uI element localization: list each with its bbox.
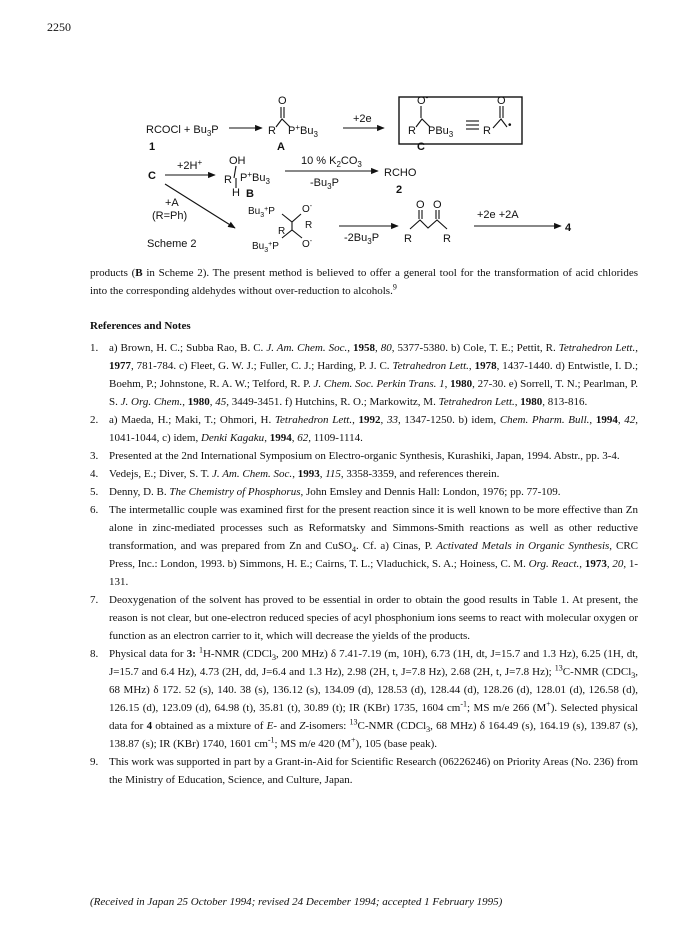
reagent-bottom-sub: 3	[327, 182, 332, 191]
dimer-r-right: R	[305, 220, 313, 231]
label-2: 2	[396, 184, 403, 196]
reagent-bottom: -Bu	[310, 177, 328, 189]
reference-text-run: ,	[514, 396, 521, 408]
reference-item	[90, 483, 638, 501]
reagent-bottom-tail: P	[331, 177, 339, 189]
arrow-label-2bu3p: -2Bu	[344, 232, 368, 244]
dimer-r-left: R	[278, 226, 286, 237]
reference-text-run: ,	[292, 468, 298, 480]
label-4: 4	[565, 222, 572, 234]
reference-number: 1.	[90, 342, 99, 354]
reference-text-run: C-NMR (CDCl	[357, 720, 427, 732]
reference-text-run: Physical data for	[109, 648, 187, 660]
references-heading: References and Notes	[90, 320, 191, 332]
reference-text-run: , 3449-3451. f) Hutchins, R. O.; Markowitz, M.	[226, 396, 439, 408]
reference-text-run: ,	[209, 396, 216, 408]
reference-item	[90, 465, 638, 483]
box-o: O	[417, 95, 426, 107]
reference-text-run: +	[546, 699, 551, 709]
diag-label-bottom: (R=Ph)	[152, 210, 188, 222]
acyl-plus: +	[295, 123, 301, 132]
reference-text-run: , 3358-3359, and references therein.	[340, 468, 500, 480]
reference-text-run: 3	[426, 725, 431, 735]
reference-text-run: Activated Metals in Organic Synthesis	[436, 540, 610, 552]
reference-text-run: ; MS m/e 266 (M	[467, 702, 547, 714]
arrow-label-2h: +2H	[177, 160, 198, 172]
diketone-r2: R	[443, 233, 451, 245]
reference-item	[90, 447, 638, 465]
b-r: R	[224, 174, 232, 186]
scheme-caption: Scheme 2	[147, 238, 197, 250]
reference-text-run: 42	[624, 414, 636, 426]
reference-text-run: Deoxygenation of the solvent has proved to be essential in order to obtain the good results in Table 1. At present, the reason is not clear, but one-electron reduced species of acyl phosphonium ions seems to react with molecular oxygen or function as an electron carrier to it, which will decrease the yields of the products.	[109, 594, 638, 642]
reaction-scheme	[0, 0, 692, 267]
reference-text-run: J. Am. Chem. Soc.	[212, 468, 293, 480]
reference-text-run: , 68 MHz) δ 172. 52 (s), 140. 38 (s), 136.12 (s), 134.09 (d), 128.53 (d), 128.44 (d), 128.26 (d), 128.01 (d), 126.58 (d), 126.15 (d), 123.09 (d), 64.98 (t), 35.81 (t), 30.89 (t); IR (KBr) 1735, 1604 cm	[109, 666, 638, 714]
dimer-p-top: P	[268, 206, 275, 217]
scheme-svg	[0, 0, 692, 262]
reference-text-run: , 1041-1044, c) idem,	[109, 414, 639, 444]
reference-text-run: ,	[444, 378, 451, 390]
body-paragraph	[90, 264, 638, 300]
reference-text-run: 4	[146, 720, 153, 732]
received-dates	[90, 896, 502, 908]
reference-text-run: 1980	[520, 396, 543, 408]
reference-text-run: . Cf. a) Cinas, P.	[356, 540, 437, 552]
svg-text:P+Bu3	[240, 170, 270, 186]
dimer-bu-top-sup: +	[264, 206, 269, 213]
label-a: A	[277, 141, 285, 153]
product-rcho: RCHO	[384, 167, 417, 179]
reference-text-run: , 5377-5380. b) Cole, T. E.; Pettit, R.	[391, 342, 559, 354]
svg-text:10 % K2CO3	[301, 155, 362, 169]
reference-item	[90, 501, 638, 591]
b-bu: Bu	[252, 172, 266, 184]
arrow-label-2bu3p-sub: 3	[367, 237, 372, 246]
dimer-bu-bottom-sup: +	[268, 241, 273, 248]
reference-text-run: 1958	[353, 342, 376, 354]
arrow-label-2e: +2e	[353, 113, 372, 125]
reference-text-run: Vedejs, E.; Diver, S. T.	[109, 468, 213, 480]
reference-number: 7.	[90, 594, 99, 606]
reference-text	[109, 414, 638, 444]
reference-text-run: , 27-30. e) Sorrell, T. N.; Pearlman, P. S.	[109, 378, 638, 408]
reference-text-run: +	[350, 735, 356, 745]
reference-text-run: ,	[264, 432, 270, 444]
b-plus: +	[247, 170, 253, 179]
reference-text-run: ,	[291, 432, 298, 444]
box-p: PBu	[428, 125, 449, 137]
reference-text-run: ,	[468, 360, 475, 372]
reference-text-run: ,	[589, 414, 596, 426]
received-dates-run: revised	[258, 896, 290, 908]
reference-text	[109, 342, 638, 408]
reference-number: 8.	[90, 648, 99, 660]
body-paragraph-run: B	[135, 267, 143, 279]
reference-text-run: Tetrahedron Lett.	[274, 414, 353, 426]
reference-text-run: 1	[198, 645, 203, 655]
reference-text-run: , 781-784. c) Fleet, G. W. J.; Fuller, C. J.; Harding, P. J. C.	[131, 360, 393, 372]
reference-text-run: a) Brown, H. C.; Subba Rao, B. C.	[109, 342, 267, 354]
reference-text-run: 1980	[187, 396, 210, 408]
reference-text-run: , 1-131.	[109, 558, 639, 588]
box-bonds-2	[493, 119, 507, 128]
reference-item	[90, 411, 638, 447]
svg-text:P+Bu3	[288, 123, 318, 139]
reference-text-run: ,	[352, 414, 359, 426]
body-paragraph-run: in Scheme 2). The present method is believed to offer a general tool for the transformation of acid chlorides into the corresponding aldehydes without over-reduction to alcohols.	[90, 267, 639, 297]
reference-text-run: 45	[215, 396, 227, 408]
diag-label-top: +A	[165, 197, 179, 209]
page-number: 2250	[47, 20, 71, 34]
reference-text-run: Org. React.	[528, 558, 580, 570]
reference-number: 2.	[90, 414, 99, 426]
b-sub: 3	[265, 177, 270, 186]
svg-text:O-	[417, 93, 429, 107]
reference-text-run: , 813-816.	[542, 396, 588, 408]
reference-text-run: ,	[635, 342, 638, 354]
received-dates-run: October	[190, 896, 227, 908]
reference-text-run: Denki Kagaku	[200, 432, 265, 444]
box-o-minus: -	[425, 93, 429, 102]
reference-text-run: , 1109-1114.	[308, 432, 363, 444]
label-1: 1	[149, 141, 156, 153]
acyl-bu: Bu	[300, 125, 314, 137]
reference-text-run: -isomers:	[305, 720, 350, 732]
reference-text-run: H-NMR (CDCl	[202, 648, 273, 660]
reference-text-run: 13	[554, 663, 563, 673]
reference-text-run: -1	[267, 735, 275, 745]
arrow-label-2h-sup: +	[197, 158, 203, 167]
reference-item	[90, 645, 638, 753]
radical-dot: •	[508, 120, 512, 131]
reference-text-run: Z	[299, 720, 306, 732]
reference-text-run: 1980	[450, 378, 473, 390]
reference-text-run: 80	[380, 342, 392, 354]
dimer-bu-bottom-sub: 3	[264, 247, 269, 254]
label-c: C	[417, 141, 425, 153]
reference-text-run: 1993	[297, 468, 320, 480]
diketone-r1: R	[404, 233, 412, 245]
arrow-label-2e2a: +2e +2A	[477, 209, 519, 221]
received-dates-run: accepted	[382, 896, 422, 908]
reagent-top: 10 % K	[301, 155, 337, 167]
reference-text-run: - and	[273, 720, 300, 732]
b-bonds	[234, 166, 236, 188]
reference-text	[109, 645, 639, 750]
reference-text-run: ,	[375, 342, 381, 354]
svg-text:Bu3+P	[252, 241, 279, 254]
reference-text-run: ; MS m/e 420 (M	[274, 738, 351, 750]
reference-text-run: 3:	[186, 648, 196, 660]
dimer-o-bottom-minus: -	[309, 238, 313, 245]
b-oh: OH	[229, 155, 246, 167]
reference-number: 4.	[90, 468, 99, 480]
reference-text-run: 1973	[584, 558, 607, 570]
reference-text-run: 13	[349, 717, 358, 727]
reference-text-run: J. Org. Chem.	[120, 396, 183, 408]
acyl-r: R	[268, 125, 276, 137]
reference-text-run: ,	[182, 396, 188, 408]
reference-text-run: J. Am. Chem. Soc.	[266, 342, 348, 354]
reference-text-run: 33	[386, 414, 398, 426]
diketone-chain	[410, 220, 447, 229]
acyl-sub: 3	[313, 130, 318, 139]
reference-text-run: ,	[617, 414, 625, 426]
b-h: H	[232, 187, 240, 199]
svg-text:PBu3	[428, 125, 454, 139]
diketone-o2: O	[433, 199, 442, 211]
received-dates-run: 1	[421, 896, 433, 908]
diketone-o1: O	[416, 199, 425, 211]
dimer-bu-bottom: Bu	[252, 241, 265, 252]
reference-text-run: This work was supported in part by a Grant-in-Aid for Scientific Research (06226246) on Priority Areas (No. 236) from the Ministry of Education, Science, and Culture, Japan.	[109, 756, 638, 786]
reference-number: 5.	[90, 486, 99, 498]
reference-text-run: Denny, D. B.	[109, 486, 170, 498]
reference-item	[90, 753, 638, 789]
reference-number: 3.	[90, 450, 99, 462]
acyl-p: P	[288, 125, 296, 137]
reactants-text: RCOCl + Bu	[146, 124, 207, 136]
b-p: P	[240, 172, 248, 184]
reference-text-run: , CRC Press, Inc.: London, 1993. b) Simmons, H. E.; Cairns, T. L.; Vladuchick, S. A.; Hoiness, C. M.	[109, 540, 639, 570]
reference-text-run: 1977	[109, 360, 131, 372]
reference-text-run: 3	[272, 653, 277, 663]
reference-text-run: , 1347-1250. b) idem,	[397, 414, 500, 426]
reagent-top-sub1: 2	[336, 160, 341, 169]
reference-text	[109, 756, 638, 786]
label-b: B	[246, 188, 254, 200]
reactants-tail: P	[211, 124, 219, 136]
dimer-bu-top: Bu	[248, 206, 261, 217]
dimer-o-top: O	[302, 204, 310, 215]
reference-text-run: 4	[352, 545, 357, 555]
acyl-o: O	[278, 95, 287, 107]
reference-text-run: ), 105 (base peak).	[355, 738, 438, 750]
received-dates-run: February	[432, 896, 474, 908]
dimer-o-top-minus: -	[309, 203, 313, 210]
body-paragraph-run: products (	[90, 267, 136, 279]
svg-text:+2H+	[177, 158, 203, 172]
dimer-bu-top-sub: 3	[260, 212, 265, 219]
dimer-p-bottom: P	[272, 241, 279, 252]
references-list	[90, 339, 638, 789]
reference-text-run: , John Emsley and Dennis Hall: London, 1976; pp. 77-109.	[300, 486, 561, 498]
reference-text-run: 20	[612, 558, 624, 570]
label-c-start: C	[148, 170, 156, 182]
reference-text-run: 1978	[474, 360, 497, 372]
reference-text-run: ). Selected physical data for	[109, 702, 638, 732]
received-dates-run: 1994;	[351, 896, 383, 908]
received-dates-run: 1995)	[473, 896, 503, 908]
reference-text-run: ,	[579, 558, 585, 570]
reference-text-run: The intermetallic couple was examined first for the present reaction since it is well known to be more effective than Zn alone in zinc-mediated processes such as Reformatsky and Simmons-Smith reactions as well as other reductive transformation, and was prepared from Zn and CuSO	[109, 504, 638, 552]
reference-text	[109, 594, 638, 642]
reference-text-run: 1994	[269, 432, 292, 444]
reference-text-run: , 200 MHz) δ 7.41-7.19 (m, 10H), 6.73 (1H, dt, J=15.7 and 1.3 Hz), 6.25 (1H, dt, J=15.7 and 6.4 Hz), 4.73 (2H, dd, J=6.4 and 1.3 Hz), 2.98 (2H, t, J=7.8 Hz), 2.68 (2H, t, J=7.8 Hz);	[109, 648, 639, 678]
arrow-label-2bu3p-tail: P	[371, 232, 380, 244]
reference-text-run: 115	[325, 468, 341, 480]
reference-text-run: ,	[347, 342, 354, 354]
reference-text-run: Tetrahedron Lett.	[392, 360, 469, 372]
body-paragraph-run: 9	[392, 282, 397, 292]
reference-number: 9.	[90, 756, 99, 768]
reference-text	[109, 486, 561, 498]
reference-text-run: ,	[380, 414, 387, 426]
reagent-top-sub2: 3	[357, 160, 362, 169]
reference-text	[109, 504, 638, 588]
box-r2: R	[483, 125, 491, 137]
reference-text-run: Chem. Pharm. Bull.	[499, 414, 590, 426]
reference-text-run: 62	[297, 432, 309, 444]
received-dates-run: 1994;	[226, 896, 259, 908]
svg-text:-2Bu3P	[344, 232, 379, 246]
received-dates-run: 24	[289, 896, 306, 908]
reference-text-run: The Chemistry of Phosphorus	[169, 486, 301, 498]
received-dates-run: 25	[174, 896, 191, 908]
reference-text	[109, 450, 620, 462]
reference-text-run: ,	[319, 468, 326, 480]
svg-text:O-	[302, 238, 313, 250]
reagent-top-mid: CO	[340, 155, 358, 167]
reference-text-run: C-NMR (CDCl	[562, 666, 632, 678]
diketone-co	[419, 210, 439, 219]
reference-text-run: Tetrahedron Lett.	[438, 396, 515, 408]
svg-text:RCOCl + Bu3P	[146, 124, 219, 138]
svg-text:O-	[302, 203, 313, 215]
reference-text-run: 1992	[358, 414, 381, 426]
svg-text:-Bu3P	[310, 177, 339, 191]
reference-text-run: -1	[460, 699, 468, 709]
reference-text-run: J. Chem. Soc. Perkin Trans. 1	[313, 378, 445, 390]
box-o2: O	[497, 95, 506, 107]
reference-text-run: 1994	[595, 414, 618, 426]
reference-number: 6.	[90, 504, 99, 516]
box-r1: R	[408, 125, 416, 137]
reactants-sub: 3	[206, 129, 212, 138]
reference-text-run: , 68 MHz) δ 164.49 (s), 164.19 (s), 139.87 (s), 138.87 (s); IR (KBr) 1740, 1601 cm	[109, 720, 638, 750]
reference-text-run: ,	[606, 558, 613, 570]
reference-text-run: obtained as a mixture of	[152, 720, 267, 732]
reference-text-run: a) Maeda, H.; Maki, T.; Ohmori, H.	[109, 414, 275, 426]
reference-text-run: 3	[631, 671, 636, 681]
reference-text-run: Presented at the 2nd International Symposium on Electro-organic Synthesis, Kurashiki, Japan, 1994. Abstr., pp. 3-4.	[109, 450, 620, 462]
dimer-o-bottom: O	[302, 239, 310, 250]
box-p-sub: 3	[448, 130, 454, 139]
reference-text-run: Tetrahedron Lett.	[558, 342, 636, 354]
reference-item	[90, 591, 638, 645]
reference-text-run: , 1437-1440. d) Entwistle, I. D.; Boehm, P.; Johnstone, R. A. W.; Telford, R. P.	[109, 360, 638, 390]
reference-text	[109, 468, 499, 480]
svg-text:Bu3+P	[248, 206, 275, 219]
received-dates-run: (Received in Japan	[90, 896, 175, 908]
reference-text-run: E	[266, 720, 274, 732]
received-dates-run: December	[305, 896, 352, 908]
reference-item	[90, 339, 638, 411]
